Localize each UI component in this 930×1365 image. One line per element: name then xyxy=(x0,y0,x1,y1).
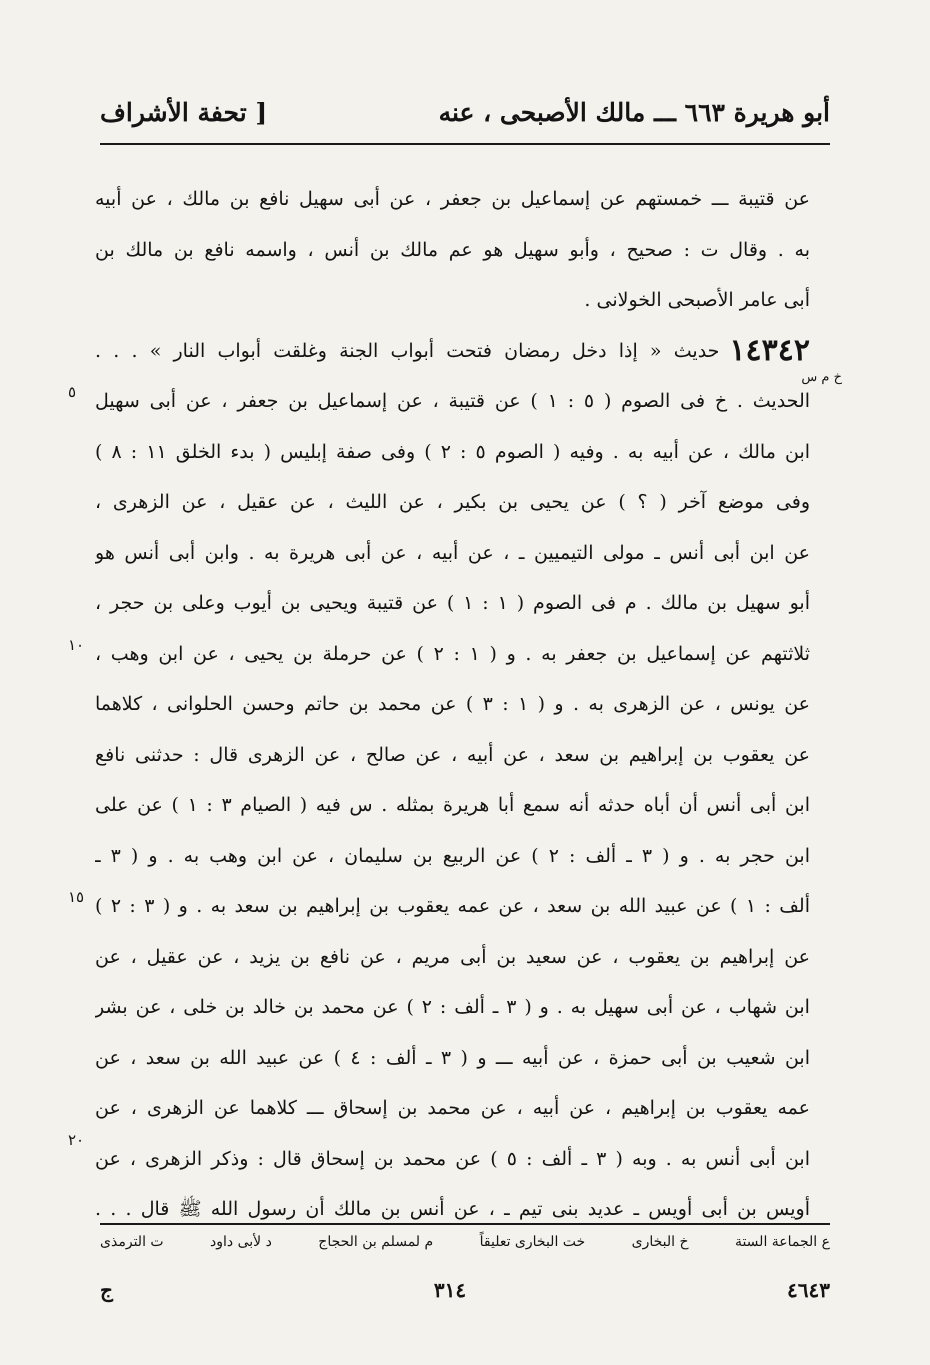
hadith-entry-heading xyxy=(95,326,810,377)
text-line: ابن أبى أنس أن أباه حدثه أنه سمع أبا هريرة بمثله . س فيه ( الصيام ٣ : ١ ) عن على xyxy=(95,794,810,816)
text-line: ثلاثتهم عن إسماعيل بن جعفر به . و ( ١ : ٢ ) عن حرملة بن يحيى ، عن ابن وهب ، xyxy=(95,642,810,665)
source-sigla: خ م س xyxy=(801,370,842,385)
text-line: ابن شهاب ، عن أبى سهيل به . و ( ٣ ـ ألف : ٢ ) عن محمد بن خالد بن خلى ، عن بشر xyxy=(95,996,810,1018)
text-line: ابن شعيب بن أبى حمزة ، عن أبيه ـــ و ( ٣ ـ ألف : ٤ ) عن عبيد الله بن سعد ، عن xyxy=(95,1046,810,1069)
text-line: أبى عامر الأصبحى الخولانى . xyxy=(584,289,810,311)
text-line: ألف : ١ ) عن عبيد الله بن سعد ، عن عمه يعقوب بن إبراهيم بن سعد به . و ( ٣ : ٢ ) xyxy=(95,895,810,917)
text-line: عن ابن أبى أنس ـ مولى التيميين ـ ، عن أبيه ، عن أبى هريرة به . وابن أبى أنس هو xyxy=(95,541,810,564)
text-line: أويس بن أبى أويس ـ عديد بنى تيم ـ ، عن أنس بن مالك أن رسول الله ﷺ قال . . . xyxy=(95,1198,810,1220)
text-line: عمه يعقوب بن إبراهيم ، عن أبيه ، عن محمد بن إسحاق ـــ كلاهما عن الزهرى ، عن xyxy=(95,1097,810,1119)
text-line: عن يعقوب بن إبراهيم بن سعد ، عن أبيه ، عن صالح ، عن الزهرى قال : حدثنى نافع xyxy=(95,743,810,766)
text-line: الحديث . خ فى الصوم ( ٥ : ١ ) عن قتيبة ، عن إسماعيل بن جعفر ، عن أبى سهيل xyxy=(95,390,810,412)
catalog-number: ٤٦٤٣ xyxy=(787,1278,830,1302)
page-number: ٣١٤ xyxy=(433,1278,467,1302)
abbreviation-item: خ البخارى xyxy=(631,1234,689,1250)
line-number: ١٥ xyxy=(68,888,85,906)
abbreviation-item: م لمسلم بن الحجاج xyxy=(318,1234,434,1250)
text-line: عن إبراهيم بن يعقوب ، عن سعيد بن أبى مريم ، عن نافع بن يزيد ، عن عقيل ، عن xyxy=(95,945,810,968)
abbreviation-key xyxy=(100,1234,830,1250)
running-header xyxy=(100,92,830,132)
abbreviation-item: ت الترمذى xyxy=(100,1234,164,1250)
abbreviation-item: ع الجماعة الستة xyxy=(734,1234,830,1250)
text-line: ابن مالك ، عن أبيه به . وفيه ( الصوم ٥ : ٢ ) وفى صفة إبليس ( بدء الخلق ١١ : ٨ ) xyxy=(95,440,810,463)
page-footer xyxy=(100,1278,830,1302)
text-line: وفى موضع آخر ( ؟ ) عن يحيى بن بكير ، عن الليث ، عن عقيل ، عن الزهرى ، xyxy=(95,491,810,513)
hadith-number: ١٤٣٤٢ xyxy=(729,332,810,368)
text-line: به . وقال ت : صحيح ، وأبو سهيل هو عم مالك بن أنس ، واسمه نافع بن مالك بن xyxy=(95,238,810,261)
header-section-title: أبو هريرة ٦٦٣ ـــ مالك الأصبحى ، عنه xyxy=(438,97,830,127)
text-line: عن قتيبة ـــ خمستهم عن إسماعيل بن جعفر ، عن أبى سهيل نافع بن مالك ، عن أبيه xyxy=(95,188,810,210)
text-line: ابن حجر به . و ( ٣ ـ ألف : ٢ ) عن الربيع بن سليمان ، عن ابن وهب به . و ( ٣ ـ xyxy=(95,844,810,867)
abbreviation-item: د لأبى داود xyxy=(210,1234,272,1250)
abbreviation-item: خت البخارى تعليقاً xyxy=(479,1234,586,1250)
hadith-title: حديث « إذا دخل رمضان فتحت أبواب الجنة وغلقت أبواب النار » . . . xyxy=(95,339,720,362)
main-text xyxy=(95,174,810,1235)
line-number: ١٠ xyxy=(68,636,85,654)
volume-mark: ج xyxy=(100,1278,113,1302)
text-line: أبو سهيل بن مالك . م فى الصوم ( ١ : ١ ) عن قتيبة ويحيى بن أيوب وعلى بن حجر ، xyxy=(95,592,810,614)
line-number: ٥ xyxy=(68,383,77,401)
text-line: ابن أبى أنس به . وبه ( ٣ ـ ألف : ٥ ) عن محمد بن إسحاق قال : وذكر الزهرى ، عن xyxy=(95,1147,810,1170)
header-book-title: [ تحفة الأشراف xyxy=(100,97,268,127)
footnote-rule xyxy=(100,1223,830,1225)
line-number: ٢٠ xyxy=(68,1131,85,1149)
text-line: عن يونس ، عن الزهرى به . و ( ١ : ٣ ) عن محمد بن حاتم وحسن الحلوانى ، كلاهما xyxy=(95,693,810,715)
header-rule xyxy=(100,143,830,145)
